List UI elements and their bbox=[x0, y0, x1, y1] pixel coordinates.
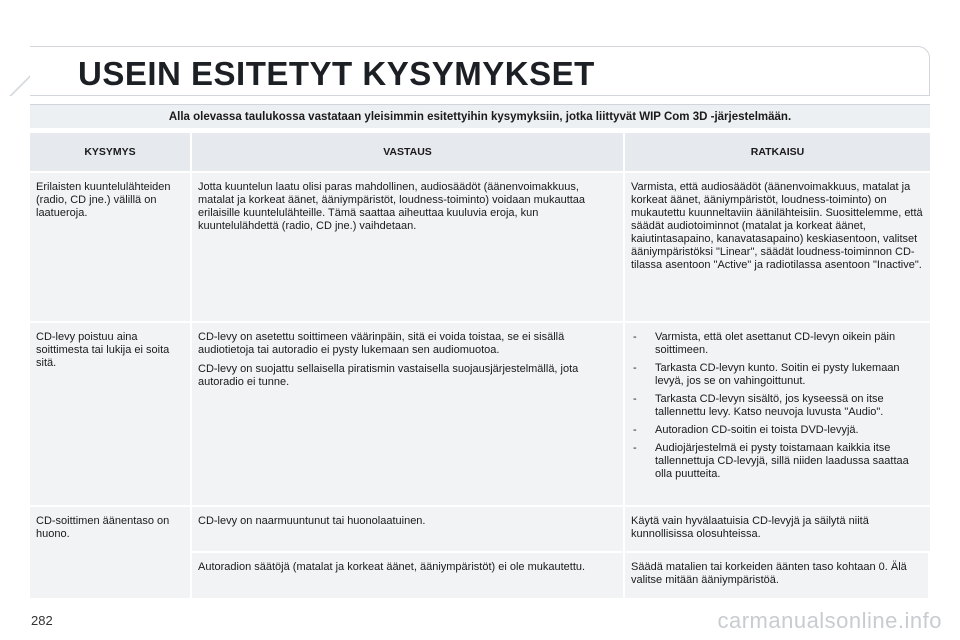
header-solution: RATKAISU bbox=[625, 133, 930, 173]
row-2-answer-text-1: CD-levy on asetettu soittimeen väärinpäin, sitä ei voida toistaa, se ei sisällä audiotietoja tai autoradio ei pysty lukemaan sen audiomuotoa. bbox=[198, 331, 565, 356]
list-item: - Tarkasta CD-levyn sisältö, jos kyseessä on itse tallennettu levy. Katso neuvoja luvusta "Audio". bbox=[631, 393, 924, 419]
list-item: - Audiojärjestelmä ei pysty toistamaan kaikkia itse tallennettuja CD-levyjä, sillä niiden laadussa saattaa olla puutteita. bbox=[631, 442, 924, 481]
row-2-solution-list bbox=[631, 331, 924, 481]
row-2-answer-text-2: CD-levy on suojattu sellaisella piratismin vastaisella suojausjärjestelmällä, jota autoradio ei tunne. bbox=[198, 363, 579, 388]
page-number: 282 bbox=[31, 613, 53, 628]
header-answer: VASTAUS bbox=[192, 133, 625, 173]
row-4-answer bbox=[192, 553, 625, 600]
row-4-solution: Säädä matalien tai korkeiden äänten taso kohtaan 0. Älä valitse mitään ääniympäristöä. bbox=[625, 553, 930, 600]
row-1-solution: Varmista, että audiosäädöt (äänenvoimakkuus, matalat ja korkeat äänet, ääniympäristöt, loudness-toiminto) on mukautettu kuunneltaviin äänilähteisiin. Suosittelemme, että säädät audiotoiminnot (matalat ja korkeat äänet, kaiutintasapaino, kanavatasapaino) keskiasentoon, valitset ääniympäristöksi "Linear", säädät loudness-toiminnon CD-tilassa asentoon "Active" ja radiotilassa asentoon "Inactive". bbox=[625, 173, 930, 323]
row-1-question: Erilaisten kuuntelulähteiden (radio, CD jne.) välillä on laatueroja. bbox=[30, 173, 192, 323]
watermark: carmanualsonline.info bbox=[717, 608, 942, 633]
row-3-answer bbox=[192, 507, 625, 553]
row-2-solution bbox=[625, 323, 930, 507]
row-2-answer bbox=[192, 323, 625, 507]
row-1-answer bbox=[192, 173, 625, 323]
list-item: - Varmista, että olet asettanut CD-levyn oikein päin soittimeen. bbox=[631, 331, 924, 357]
list-item: - Autoradion CD-soitin ei toista DVD-levyjä. bbox=[631, 424, 924, 437]
row-4-answer-text: Autoradion säätöjä (matalat ja korkeat äänet, ääniympäristöt) ei ole mukautettu. bbox=[198, 561, 586, 573]
subtitle-box bbox=[30, 104, 930, 128]
row-2-question: CD-levy poistuu aina soittimesta tai lukija ei soita sitä. bbox=[30, 323, 192, 507]
header-question: KYSYMYS bbox=[30, 133, 192, 173]
faq-table bbox=[30, 133, 930, 600]
page-title: USEIN ESITETYT KYSYMYKSET bbox=[78, 55, 595, 92]
list-item: - Tarkasta CD-levyn kunto. Soitin ei pysty lukemaan levyä, jos se on vahingoittunut. bbox=[631, 362, 924, 388]
row-3-question: CD-soittimen äänentaso on huono. bbox=[30, 507, 192, 600]
row-1-answer-text: Jotta kuuntelun laatu olisi paras mahdollinen, audiosäädöt (äänenvoimakkuus, matalat ja korkeat äänet, ääniympäristöt, loudness-toiminto) voidaan mukauttaa erilaisille kuuntelulähteille. Tämä saattaa aiheuttaa kuuluvia eroja, kun kuuntelulähdettä (radio, CD jne.) vaihdetaan. bbox=[198, 181, 586, 232]
row-3-solution: Käytä vain hyvälaatuisia CD-levyjä ja säilytä niitä kunnollisissa olosuhteissa. bbox=[625, 507, 930, 553]
subtitle: Alla olevassa taulukossa vastataan yleisimmin esitettyihin kysymyksiin, jotka liittyvät WIP Com 3D -järjestelmään. bbox=[168, 110, 792, 123]
row-3-answer-text: CD-levy on naarmuuntunut tai huonolaatuinen. bbox=[198, 515, 426, 527]
